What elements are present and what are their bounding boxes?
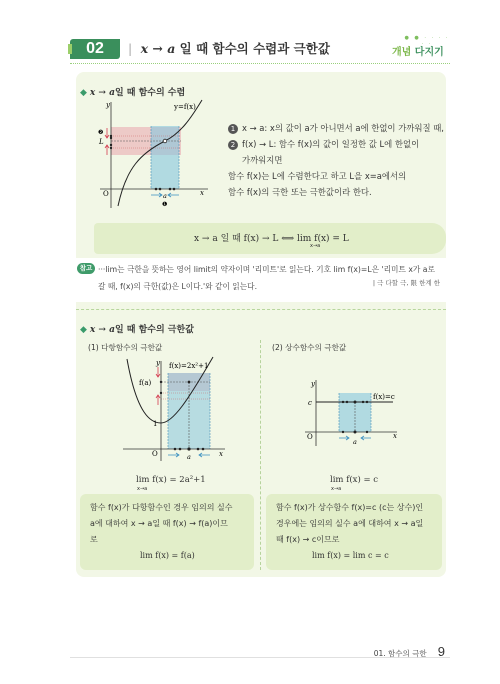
x-axis-label: x — [200, 189, 204, 197]
def-line: 함수 f(x)의 극한 또는 극한값이라 한다. — [228, 187, 372, 197]
def-line: 1 x → a: x의 값이 a가 아니면서 a에 한없이 가까워질 때, — [228, 120, 443, 136]
page-title — [128, 40, 330, 58]
dots-decoration: ● ● · · · · · · — [404, 35, 450, 47]
def-line: 가까워지면 — [242, 155, 283, 165]
convergence-definition — [228, 120, 443, 200]
concept-label: 개념 다지기 — [392, 47, 444, 58]
chapter-name: 01. 함수의 극한 — [373, 649, 427, 658]
polynomial-limit-sub: x→a — [137, 486, 148, 492]
polynomial-fn-label: f(x)=2x²+1 — [169, 362, 209, 370]
y-axis-label: y — [311, 380, 315, 388]
section-divider — [76, 309, 446, 310]
diamond-icon: ◆ — [80, 88, 87, 98]
one-label: 1 — [153, 420, 158, 428]
diamond-icon: ◆ — [80, 325, 87, 335]
title-text: 일 때 함수의 수렴과 극한값 — [179, 41, 330, 56]
a-label: a — [163, 192, 167, 200]
x-axis-label: x — [219, 450, 223, 458]
marker-2: ❷ — [98, 129, 104, 136]
constant-limit-sub: x→a — [331, 486, 342, 492]
marker-1: ❶ — [162, 201, 168, 208]
limit-formula-box — [94, 223, 446, 254]
vertical-band — [151, 126, 179, 189]
column-divider — [260, 340, 261, 570]
origin-label: O — [103, 190, 109, 198]
fa-label: f(a) — [139, 379, 152, 387]
section-number-badge: 02 — [70, 39, 120, 59]
title-math: x → a — [140, 41, 176, 56]
polynomial-label: (1) 다항함수의 극한값 — [88, 343, 163, 352]
fn-label: y=f(x) — [174, 103, 196, 111]
concept-tag — [390, 35, 450, 59]
constant-formula: lim f(x) = lim c = c — [312, 551, 389, 560]
page-header — [70, 35, 450, 61]
constant-graph — [303, 378, 403, 448]
limit-formula: x → a 일 때 f(x) → L ⟺ lim f(x) = L — [194, 234, 349, 244]
hanja-note: | 극 다할 극, 限 한계 한 — [372, 279, 440, 287]
reference-text: ···lim는 극한을 뜻하는 영어 limit의 약자이며 '리미트'로 읽는다. 기호 lim f(x)=L은 '리미트 x가 a로 갈 때, f(x)의 극한(값)은 L이다.'와 같이 읽는다. — [98, 265, 435, 291]
header-divider — [70, 63, 450, 64]
c-label: c — [308, 399, 312, 407]
x-axis-label: x — [393, 432, 397, 440]
polynomial-formula: lim f(x) = f(a) — [140, 551, 195, 560]
def-line: 2 f(x) → L: 함수 f(x)의 값이 일정한 값 L에 한없이 — [228, 136, 443, 152]
page-footer — [374, 641, 445, 660]
hole-point — [163, 139, 167, 143]
section2-title: ◆ x → a일 때 함수의 극한값 — [80, 325, 194, 335]
polynomial-graph — [113, 355, 233, 463]
a-label: a — [187, 453, 191, 461]
title-separator: | — [128, 41, 133, 56]
origin-label: O — [152, 450, 158, 458]
def-line: 함수 f(x)는 L에 수렴한다고 하고 L을 x=a에서의 — [228, 171, 407, 181]
page-number: 9 — [437, 644, 445, 659]
constant-label: (2) 상수함수의 극한값 — [272, 343, 347, 352]
constant-limit: lim f(x) = c — [330, 475, 379, 485]
constant-explanation: 함수 f(x)가 상수함수 f(x)=c (c는 상수)인 경우에는 임의의 실수 a에 대하여 x → a일 때 f(x) → c이므로 lim f(x) = lim c = c — [266, 494, 442, 570]
polynomial-explanation: 함수 f(x)가 다항함수인 경우 임의의 실수 a에 대하여 x → a일 때 f(x) → f(a)이므 로 lim f(x) = f(a) — [80, 494, 254, 570]
y-axis-label: y — [156, 359, 160, 367]
origin-label: O — [307, 433, 313, 441]
polynomial-limit: lim f(x) = 2a²+1 — [136, 475, 206, 485]
a-label: a — [353, 438, 357, 446]
y-axis-label: y — [106, 101, 110, 109]
convergence-graph — [96, 98, 216, 210]
constant-fn-label: f(x)=c — [373, 393, 395, 401]
reference-note — [76, 258, 446, 302]
formula-subscript: x→a — [310, 243, 321, 249]
L-label: L — [99, 138, 104, 146]
section1-title: ◆ x → a일 때 함수의 수렴 — [80, 88, 186, 98]
reference-badge: 참고 — [77, 263, 95, 274]
